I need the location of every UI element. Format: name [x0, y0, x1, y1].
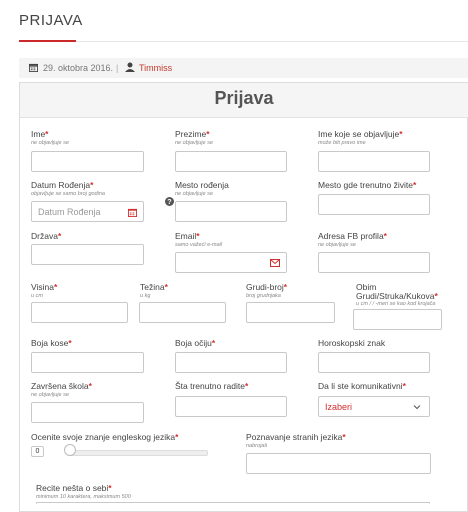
required-mark: * — [196, 231, 200, 241]
hint-grudi: broj grudnjaka — [246, 293, 281, 299]
hint-obim: u cm / / -meri se kao kod krojača — [356, 301, 436, 307]
post-author-link[interactable]: Timmiss — [139, 63, 173, 73]
label-strani-jezici-text: Poznavanje stranih jezika — [246, 432, 343, 442]
label-skola — [31, 381, 92, 391]
required-mark: * — [90, 180, 94, 190]
label-boja-ociju — [175, 338, 215, 348]
label-o-sebi-text: Recite nešta o sebi — [36, 483, 109, 493]
help-icon[interactable] — [165, 197, 174, 206]
label-tezina-text: Težina — [140, 282, 165, 292]
label-prezime — [175, 129, 210, 139]
drzava-input[interactable] — [31, 244, 144, 265]
post-date: 29. oktobra 2016. — [43, 63, 114, 73]
page-title: PRIJAVA — [19, 12, 83, 29]
required-mark: * — [45, 129, 49, 139]
label-visina — [31, 282, 57, 292]
hint-adresa-fb: ne objavljuje se — [318, 242, 356, 248]
label-engleski-text: Ocenite svoje znanje engleskog jezika — [31, 432, 176, 442]
obim-input[interactable] — [353, 309, 442, 330]
required-mark: * — [175, 432, 179, 442]
required-mark: * — [383, 231, 387, 241]
label-komunikativni-text: Da li ste komunikativni — [318, 381, 403, 391]
required-mark: * — [402, 381, 406, 391]
required-mark: * — [68, 338, 72, 348]
chevron-down-icon — [413, 403, 421, 411]
label-email — [175, 231, 200, 241]
label-boja-ociju-text: Boja očiju — [175, 338, 212, 348]
required-mark: * — [57, 231, 62, 241]
label-grudi-text: Grudi-broj — [246, 282, 284, 292]
boja-kose-input[interactable] — [31, 352, 144, 373]
label-ime-objavljuje-text: Ime koje se objavljuje — [318, 129, 400, 139]
hint-ime: ne objavljuje se — [31, 140, 69, 146]
post-meta-bar — [19, 58, 468, 78]
required-mark: * — [399, 129, 403, 139]
engleski-slider-track[interactable] — [68, 450, 208, 456]
hint-mesto-rodjenja: ne objavljuje se — [175, 191, 213, 197]
label-visina-text: Visina — [31, 282, 54, 292]
label-o-sebi — [36, 483, 112, 493]
engleski-slider-handle[interactable] — [64, 444, 76, 456]
visina-input[interactable] — [31, 302, 128, 323]
label-radite-text: Šta trenutno radite — [175, 381, 245, 391]
label-datum-rodjenja — [31, 180, 93, 190]
label-skola-text: Završena škola — [31, 381, 89, 391]
hint-prezime: ne objavljuje se — [175, 140, 213, 146]
komunikativni-select[interactable] — [318, 396, 430, 417]
svg-text:?: ? — [167, 197, 172, 206]
label-obim-text: Grudi/Struka/Kukova — [356, 291, 435, 301]
label-boja-kose-text: Boja kose — [31, 338, 69, 348]
required-mark: * — [108, 483, 112, 493]
label-obim-line1: Obim — [356, 282, 377, 292]
label-adresa-fb-text: Adresa FB profila — [318, 231, 384, 241]
label-mesto-rodjenja: Mesto rođenja — [175, 180, 229, 190]
adresa-fb-input[interactable] — [318, 252, 430, 273]
required-mark: * — [434, 291, 438, 301]
calendar-icon[interactable] — [128, 208, 137, 217]
strani-jezici-input[interactable] — [246, 453, 431, 474]
label-grudi — [246, 282, 287, 292]
label-datum-text: Datum Rođenja — [31, 180, 91, 190]
mesto-zivi-input[interactable] — [318, 194, 430, 215]
ime-input[interactable] — [31, 151, 144, 172]
hint-o-sebi: minimum 10 karaktera, maksimum 500 — [36, 494, 131, 500]
engleski-value-box: 0 — [31, 446, 44, 457]
datum-placeholder: Datum Rođenja — [38, 207, 101, 217]
label-prezime-text: Prezime — [175, 129, 207, 139]
required-mark: * — [54, 282, 58, 292]
label-ime — [31, 129, 48, 139]
label-ime-objavljuje — [318, 129, 403, 139]
label-ime-text: Ime — [31, 129, 46, 139]
label-radite — [175, 381, 248, 391]
skola-input[interactable] — [31, 402, 144, 423]
envelope-icon — [270, 259, 280, 267]
hint-ime-objavljuje: može biti pravo ime — [318, 140, 366, 146]
calendar-icon — [29, 63, 38, 72]
label-komunikativni — [318, 381, 406, 391]
grudi-input[interactable] — [246, 302, 335, 323]
label-drzava — [31, 231, 61, 241]
hint-strani-jezici: nabrojati — [246, 443, 268, 449]
meta-separator: | — [116, 63, 119, 73]
required-mark: * — [412, 180, 417, 190]
required-mark: * — [206, 129, 210, 139]
label-horoskop: Horoskopski znak — [318, 338, 386, 348]
label-engleski — [31, 432, 178, 442]
form-title: Prijava — [214, 88, 274, 108]
hint-datum: objavljuje se samo broj godina — [31, 191, 105, 197]
label-obim — [356, 291, 438, 301]
label-mesto-zivi — [318, 180, 416, 190]
radite-input[interactable] — [175, 396, 287, 417]
hint-visina: u cm — [31, 293, 43, 299]
title-underline — [19, 40, 76, 42]
hint-email: samo važeći e-mail — [175, 242, 223, 248]
label-mesto-zivi-text: Mesto gde trenutno živite — [318, 180, 413, 190]
user-icon — [125, 62, 135, 72]
required-mark: * — [244, 381, 249, 391]
prezime-input[interactable] — [175, 151, 287, 172]
label-boja-kose — [31, 338, 72, 348]
hint-skola: ne objavljuje se — [31, 392, 69, 398]
required-mark: * — [342, 432, 346, 442]
label-email-text: Email — [175, 231, 197, 241]
required-mark: * — [283, 282, 288, 292]
label-tezina — [140, 282, 168, 292]
title-divider — [76, 41, 468, 42]
required-mark: * — [164, 282, 168, 292]
horoskop-input[interactable] — [318, 352, 430, 373]
required-mark: * — [88, 381, 92, 391]
label-adresa-fb — [318, 231, 387, 241]
label-strani-jezici — [246, 432, 346, 442]
boja-ociju-input[interactable] — [175, 352, 287, 373]
hint-tezina: u kg — [140, 293, 151, 299]
required-mark: * — [211, 338, 216, 348]
label-drzava-text: Država — [31, 231, 58, 241]
ime-objavljuje-input[interactable] — [318, 151, 430, 172]
komunikativni-selected: Izaberi — [325, 402, 353, 412]
email-input[interactable] — [175, 252, 287, 273]
datum-rodjenja-input[interactable] — [31, 201, 144, 222]
tezina-input[interactable] — [139, 302, 226, 323]
mesto-rodjenja-input[interactable] — [175, 201, 287, 222]
